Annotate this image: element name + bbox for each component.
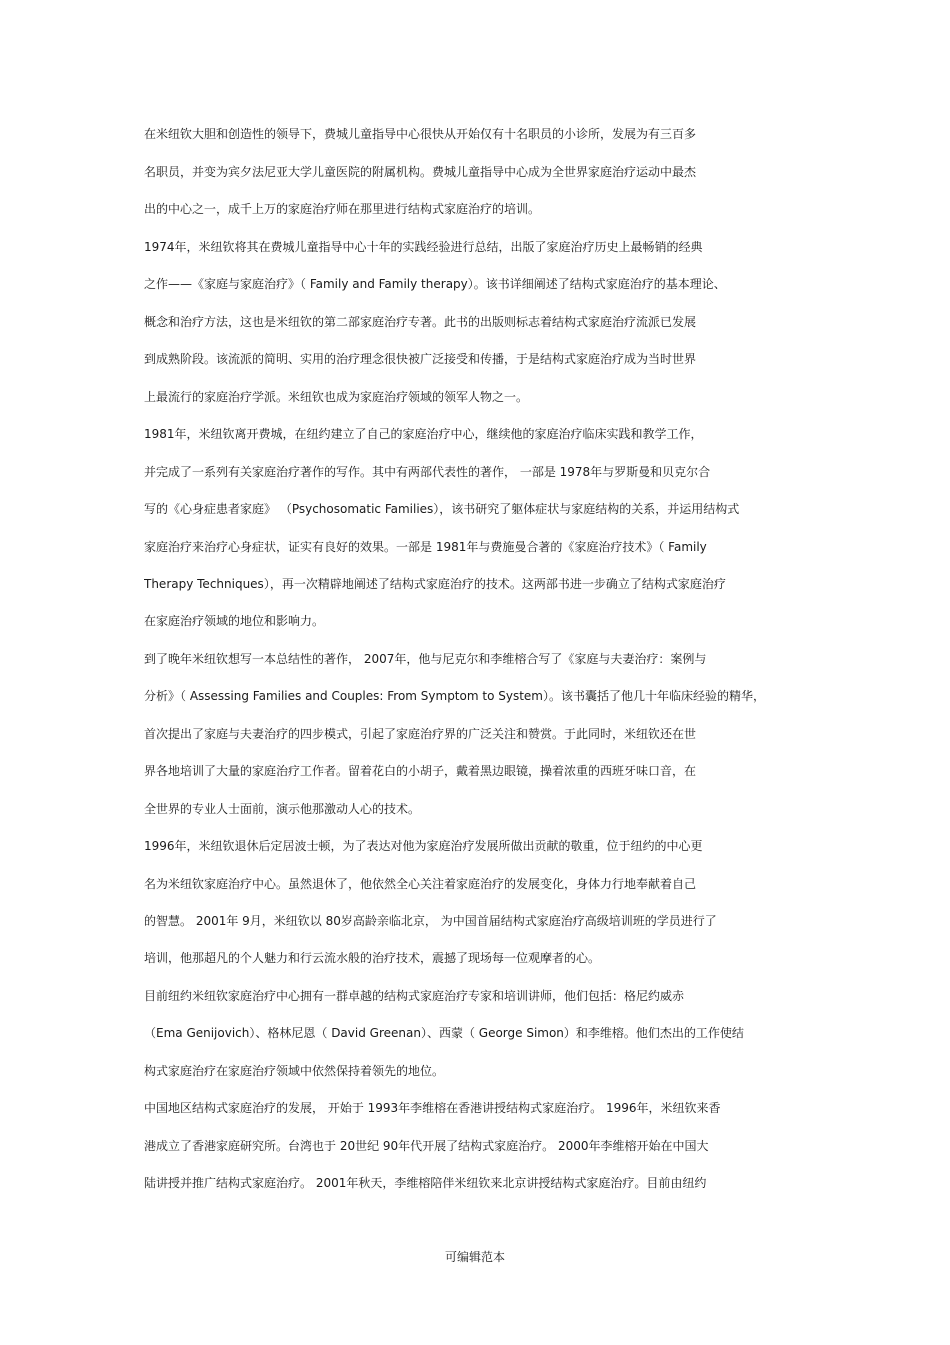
page-footer: 可编辑范本 [444, 1250, 505, 1264]
text-line: 名为米纽钦家庭治疗中心。虽然退休了，他依然全心关注着家庭治疗的发展变化，身体力行地奉献着自己 [144, 877, 697, 891]
text-line: 写的《心身症患者家庭》 （Psychosomatic Families），该书研究了躯体症状与家庭结构的关系，并运用结构式 [144, 502, 740, 516]
text-line: 1981年，米纽钦离开费城，在纽约建立了自己的家庭治疗中心，继续他的家庭治疗临床实践和教学工作， [144, 427, 703, 441]
text-line: 界各地培训了大量的家庭治疗工作者。留着花白的小胡子，戴着黑边眼镜，操着浓重的西班牙味口音，在 [144, 764, 697, 778]
text-line: 陆讲授并推广结构式家庭治疗。 2001年秋天，李维榕陪伴米纽钦来北京讲授结构式家庭治疗。目前由纽约 [144, 1176, 707, 1190]
text-line: 港成立了香港家庭研究所。台湾也于 20世纪 90年代开展了结构式家庭治疗。 2000年李维榕开始在中国大 [144, 1139, 709, 1153]
text-line: 1974年，米纽钦将其在费城儿童指导中心十年的实践经验进行总结，出版了家庭治疗历史上最畅销的经典 [144, 240, 703, 254]
text-line: 名职员，并变为宾夕法尼亚大学儿童医院的附属机构。费城儿童指导中心成为全世界家庭治疗运动中最杰 [144, 165, 697, 179]
text-line: 中国地区结构式家庭治疗的发展， 开始于 1993年李维榕在香港讲授结构式家庭治疗。 1996年，米纽钦来香 [144, 1101, 721, 1115]
text-line: 构式家庭治疗在家庭治疗领域中依然保持着领先的地位。 [144, 1064, 445, 1078]
text-line: 培训，他那超凡的个人魅力和行云流水般的治疗技术，震撼了现场每一位观摩者的心。 [144, 951, 601, 965]
text-line: 并完成了一系列有关家庭治疗著作的写作。其中有两部代表性的著作， 一部是 1978年与罗斯曼和贝克尔合 [144, 465, 711, 479]
text-line: 出的中心之一，成千上万的家庭治疗师在那里进行结构式家庭治疗的培训。 [144, 202, 541, 216]
text-line: 概念和治疗方法，这也是米纽钦的第二部家庭治疗专著。此书的出版则标志着结构式家庭治疗流派已发展 [144, 315, 697, 329]
text-line: 家庭治疗来治疗心身症状，证实有良好的效果。一部是 1981年与费施曼合著的《家庭治疗技术》（ Family [144, 540, 707, 554]
text-line: （Ema Genijovich）、格林尼恩（ David Greenan）、西蒙（ George Simon）和李维榕。他们杰出的工作使结 [144, 1026, 744, 1040]
text-line: 全世界的专业人士面前，演示他那激动人心的技术。 [144, 802, 421, 816]
text-line: 到了晚年米纽钦想写一本总结性的著作， 2007年，他与尼克尔和李维榕合写了《家庭与夫妻治疗：案例与 [144, 652, 707, 666]
text-line: 目前纽约米纽钦家庭治疗中心拥有一群卓越的结构式家庭治疗专家和培训讲师，他们包括：格尼约威赤 [144, 989, 685, 1003]
text-line: Therapy Techniques），再一次精辟地阐述了结构式家庭治疗的技术。这两部书进一步确立了结构式家庭治疗 [144, 577, 726, 591]
text-line: 首次提出了家庭与夫妻治疗的四步模式，引起了家庭治疗界的广泛关注和赞赏。于此同时，米纽钦还在世 [144, 727, 697, 741]
text-line: 分析》（ Assessing Families and Couples: From Symptom to System）。该书囊括了他几十年临床经验的精华， [144, 689, 765, 703]
text-line: 之作——《家庭与家庭治疗》（ Family and Family therapy）。该书详细阐述了结构式家庭治疗的基本理论、 [144, 277, 726, 291]
text-line: 上最流行的家庭治疗学派。米纽钦也成为家庭治疗领域的领军人物之一。 [144, 390, 529, 404]
text-line: 的智慧。 2001年 9月，米纽钦以 80岁高龄亲临北京， 为中国首届结构式家庭治疗高级培训班的学员进行了 [144, 914, 717, 928]
text-line: 到成熟阶段。该流派的简明、实用的治疗理念很快被广泛接受和传播，于是结构式家庭治疗成为当时世界 [144, 352, 697, 366]
text-line: 在家庭治疗领域的地位和影响力。 [144, 614, 325, 628]
text-line: 在米纽钦大胆和创造性的领导下，费城儿童指导中心很快从开始仅有十名职员的小诊所，发展为有三百多 [144, 127, 697, 141]
text-line: 1996年，米纽钦退休后定居波士顿，为了表达对他为家庭治疗发展所做出贡献的敬重，位于纽约的中心更 [144, 839, 703, 853]
